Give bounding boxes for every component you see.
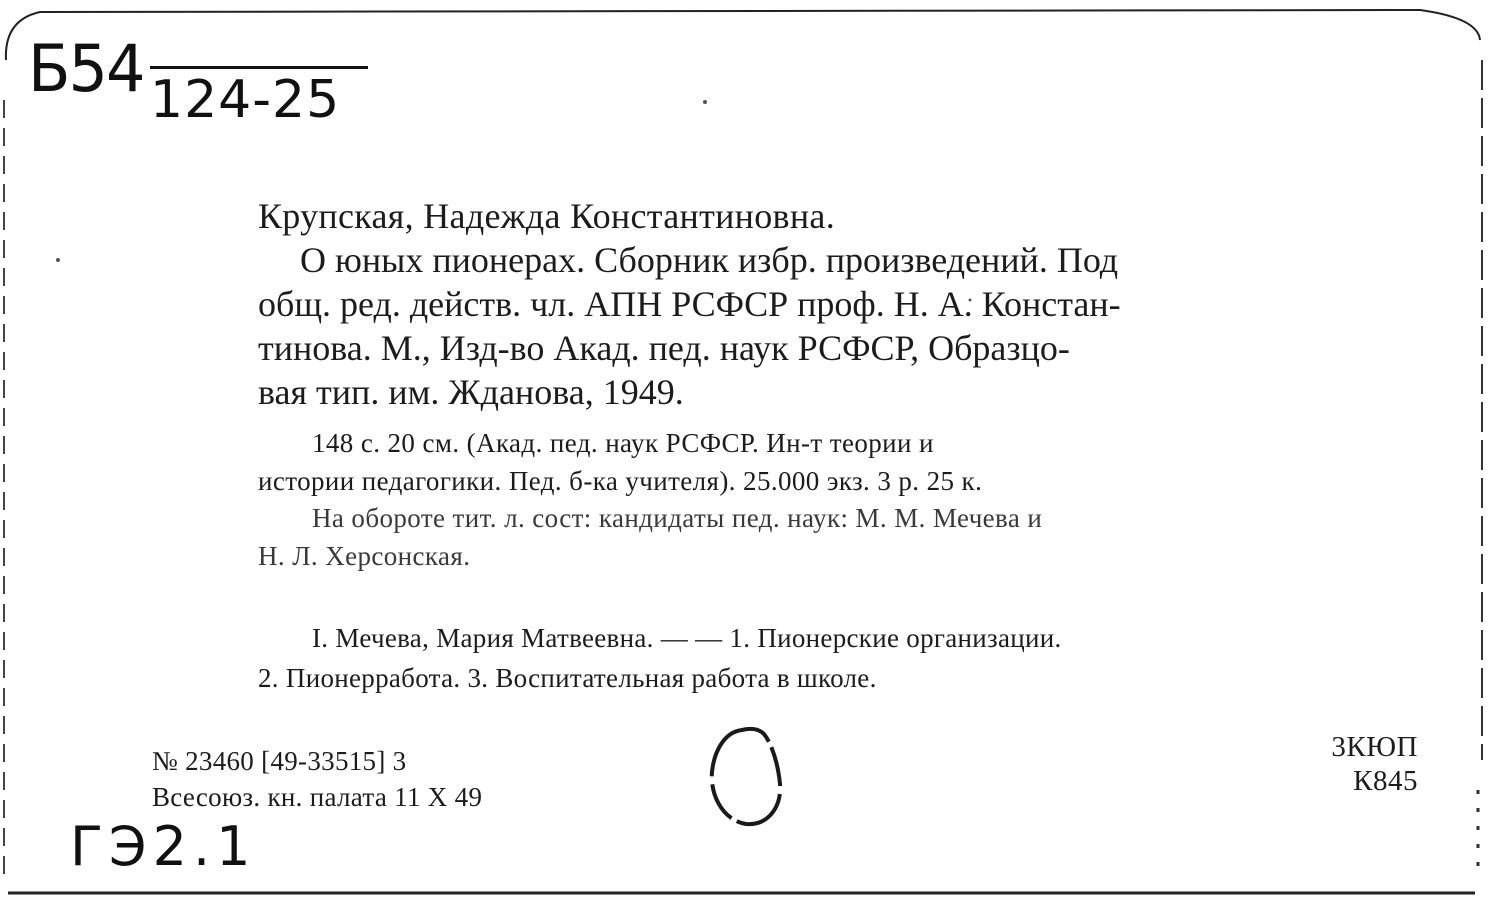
punch-hole	[702, 722, 792, 832]
registry-info	[152, 743, 482, 815]
verso-note	[258, 499, 1418, 575]
note-line: На обороте тит. л. сост: кандидаты пед. наук: М. М. Мечева и	[312, 503, 1043, 533]
call-number-divider	[150, 66, 368, 69]
physical-description	[258, 424, 1418, 500]
description-line: общ. ред. действ. чл. АПН РСФСР проф. Н. А. Констан-	[258, 284, 1121, 324]
classification-line: К845	[1353, 765, 1418, 797]
author-heading: Крупская, Надежда Константиновна.	[258, 196, 835, 236]
note-line: Н. Л. Херсонская.	[258, 541, 471, 571]
description-line: О юных пионерах. Сборник избр. произведений. Под	[300, 240, 1119, 280]
physical-line: 148 с. 20 см. (Акад. пед. наук РСФСР. Ин-т теории и	[312, 428, 934, 458]
title-description	[258, 238, 1418, 414]
tracing-line: I. Мечева, Мария Матвеевна. — — 1. Пионерские организации.	[312, 623, 1062, 653]
subject-tracings	[258, 618, 1418, 698]
physical-line: истории педагогики. Пед. б-ка учителя). 25.000 экз. 3 р. 25 к.	[258, 466, 983, 496]
classification-code	[1331, 730, 1418, 798]
description-line: вая тип. им. Жданова, 1949.	[258, 372, 684, 412]
call-number-left: Б54	[28, 30, 144, 107]
classification-line: 3КЮП	[1331, 731, 1418, 763]
description-line: тинова. М., Изд-во Акад. пед. наук РСФСР, Образцо-	[258, 328, 1070, 368]
registry-number: № 23460 [49-33515] 3	[152, 746, 407, 776]
handwritten-shelfmark: ГЭ2.1	[70, 815, 257, 878]
tracing-line: 2. Пионерработа. 3. Воспитательная работа в школе.	[258, 663, 877, 693]
call-number-right: 124-25	[150, 70, 341, 130]
chamber-stamp: Всесоюз. кн. палата 11 X 49	[152, 782, 483, 812]
